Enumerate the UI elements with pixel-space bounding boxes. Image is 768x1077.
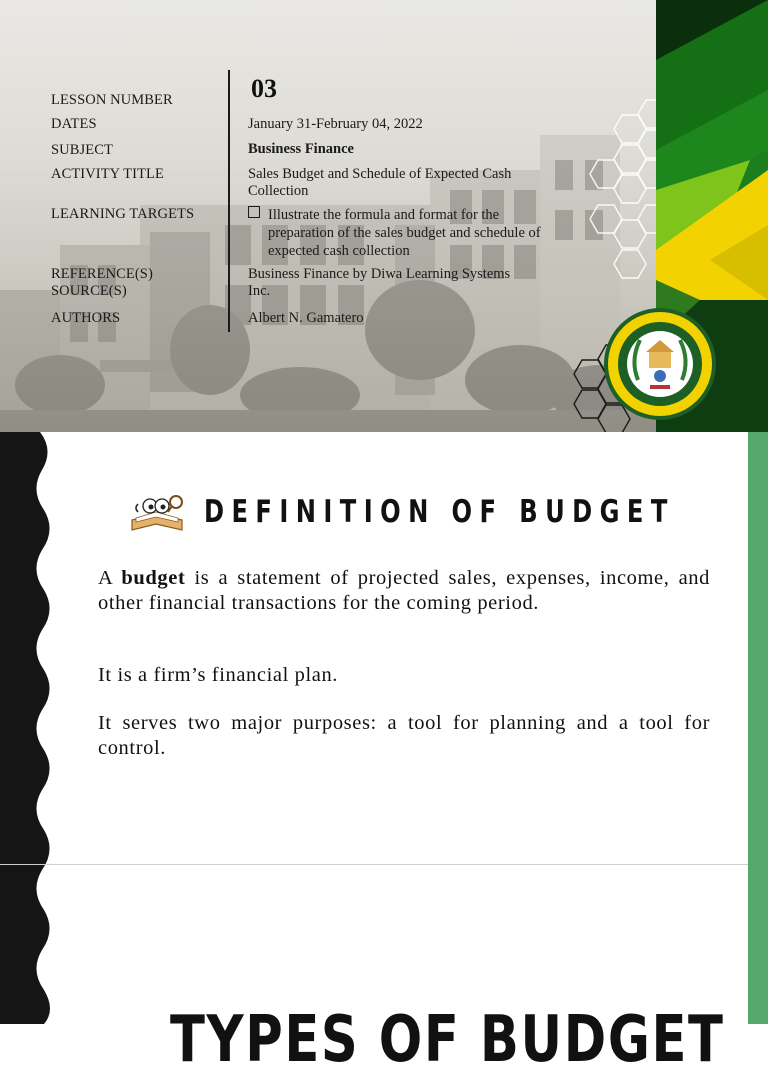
lesson-number-value: 03 <box>251 74 277 103</box>
p1-start-text: A <box>98 567 122 589</box>
reference-value-line2: Inc. <box>248 283 271 299</box>
learning-target-text: Illustrate the formula and format for the preparation of the sales budget and schedule of expected cash collection <box>268 207 541 259</box>
lesson-header <box>0 0 768 432</box>
school-seal-logo <box>604 308 716 420</box>
reference-label-line2: SOURCE(S) <box>51 283 127 299</box>
section-heading-text: DEFINITION OF BUDGET <box>204 494 675 530</box>
activity-title-label: ACTIVITY TITLE <box>51 166 164 182</box>
activity-title-value-line1: Sales Budget and Schedule of Expected Cash <box>248 166 512 182</box>
financial-plan-paragraph: It is a firm’s financial plan. <box>98 664 339 686</box>
p1-bold-term: budget <box>121 567 186 589</box>
table-divider-line <box>228 70 230 332</box>
next-section-title: TYPES OF BUDGET <box>170 1003 725 1077</box>
lesson-number-label: LESSON NUMBER <box>51 92 173 108</box>
header-decoration <box>560 0 768 432</box>
purposes-paragraph: It serves two major purposes: a tool for planning and a tool for control. <box>98 712 710 759</box>
dates-value: January 31-February 04, 2022 <box>248 116 423 132</box>
learning-target-item <box>248 206 558 260</box>
learning-targets-label: LEARNING TARGETS <box>51 206 195 222</box>
authors-value: Albert N. Gamatero <box>248 310 364 326</box>
dates-label: DATES <box>51 116 97 132</box>
wavy-left-border <box>0 432 60 1024</box>
section-heading <box>128 488 768 536</box>
reference-label-line1: REFERENCE(S) <box>51 266 153 282</box>
page-divider <box>0 864 748 865</box>
authors-label: AUTHORS <box>51 310 121 326</box>
subject-value: Business Finance <box>248 141 354 157</box>
checkbox-bullet-icon <box>248 206 260 218</box>
budget-definition-paragraph <box>98 566 710 615</box>
book-mascot-icon <box>128 490 186 534</box>
subject-label: SUBJECT <box>51 142 113 158</box>
activity-title-value-line2: Collection <box>248 183 309 199</box>
p1-rest-text: is a statement of projected sales, expenses, income, and other financial transactions for the coming period. <box>98 567 710 614</box>
reference-value-line1: Business Finance by Diwa Learning Systems <box>248 266 511 282</box>
